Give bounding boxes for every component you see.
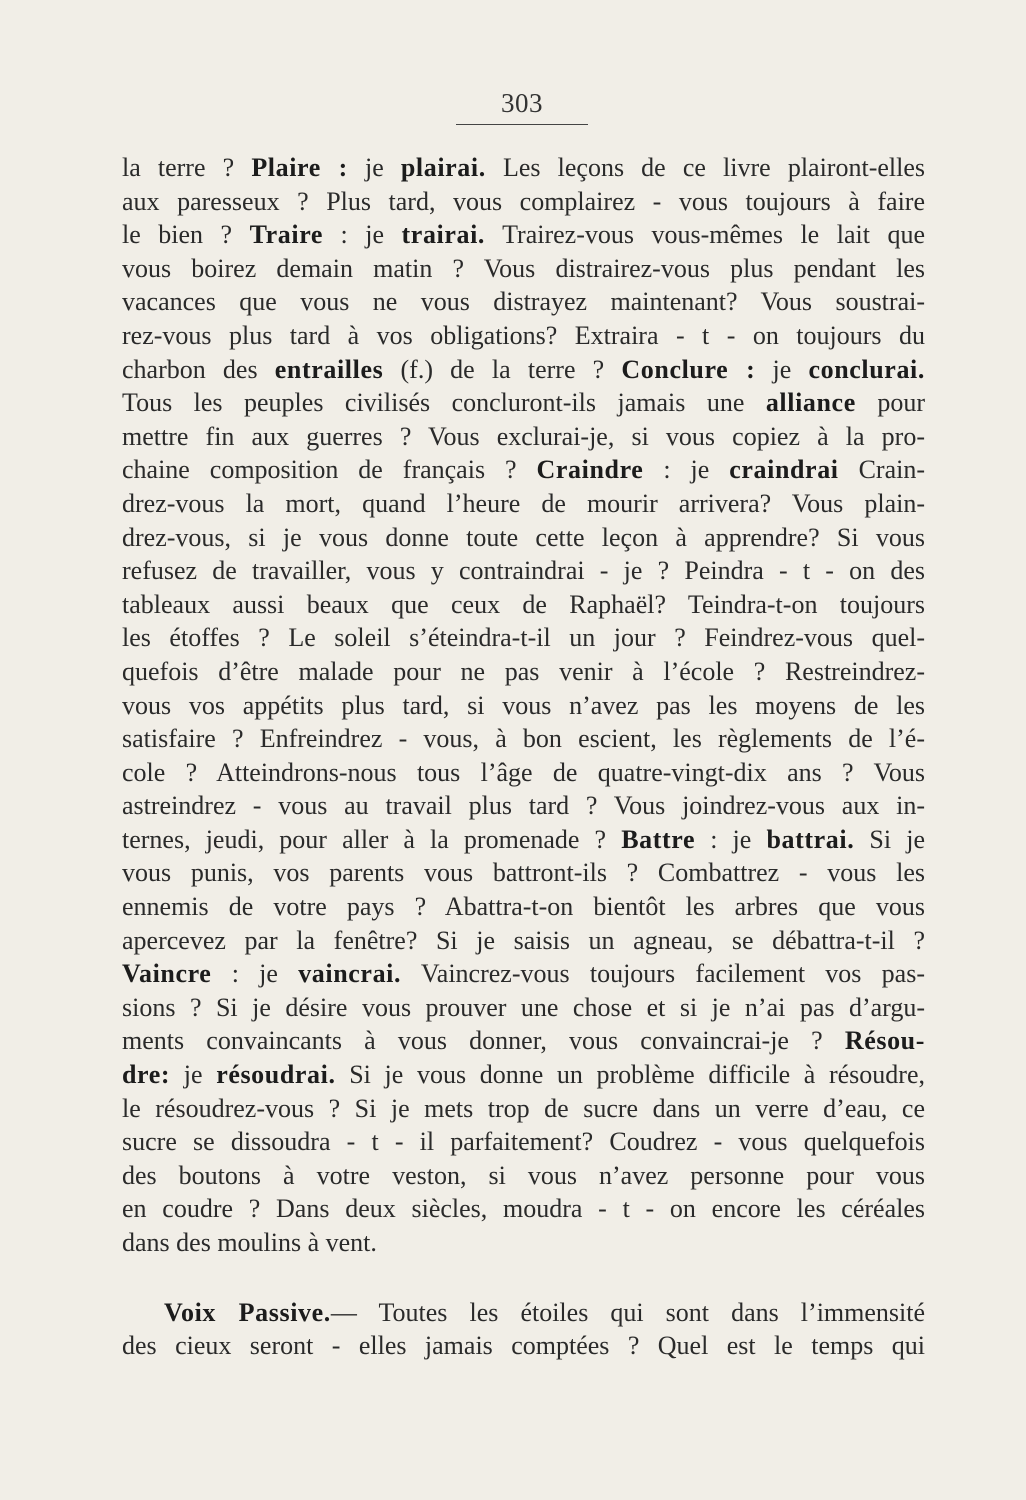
- text-line: [122, 789, 925, 823]
- text-run: je: [755, 354, 809, 384]
- text-run: satisfaire ? Enfreindrez - vous, à bon escient, les règlements de l’é-: [122, 724, 925, 754]
- bold-term: conclurai.: [808, 354, 925, 384]
- text-line: [122, 588, 925, 622]
- bold-term: Conclure :: [621, 354, 756, 384]
- text-line: [122, 722, 925, 756]
- text-run: vous boirez demain matin ? Vous distrairez-vous plus pendant les: [122, 253, 925, 283]
- bold-term: craindrai: [729, 455, 839, 485]
- text-run: — Toutes les étoiles qui sont dans l’immensité: [330, 1297, 926, 1327]
- bold-term: battrai.: [766, 824, 855, 854]
- text-run: Vaincrez-vous toujours facilement vos pas-: [401, 959, 925, 989]
- text-run: refusez de travailler, vous y contraindrai - je ? Peindra - t - on des: [122, 556, 925, 586]
- text-run: des boutons à votre veston, si vous n’avez personne pour vous: [122, 1160, 925, 1190]
- body-text: [122, 151, 925, 1363]
- text-run: pour: [855, 388, 925, 418]
- text-line: [122, 1329, 925, 1363]
- text-run: le résoudrez-vous ? Si je mets trop de sucre dans un verre d’eau, ce: [122, 1093, 925, 1123]
- text-run: la terre ?: [122, 153, 252, 182]
- page-number-rule: [456, 124, 588, 125]
- text-run: Les leçons de ce livre plairont-elles: [485, 153, 925, 182]
- bold-term: résoudrai.: [216, 1060, 336, 1090]
- paragraph-gap: [122, 1260, 925, 1296]
- bold-term: Traire: [249, 220, 324, 250]
- text-run: : je: [643, 455, 730, 485]
- text-line: [122, 386, 925, 420]
- text-run: Si je: [854, 824, 925, 854]
- text-line: [122, 1092, 925, 1126]
- text-run: quefois d’être malade pour ne pas venir à l’école ? Restreindrez-: [122, 656, 925, 686]
- text-run: en coudre ? Dans deux siècles, moudra - t - on encore les céréales: [122, 1194, 925, 1224]
- text-run: : je: [695, 824, 767, 854]
- text-run: aux paresseux ? Plus tard, vous complairez - vous toujours à faire: [122, 186, 925, 216]
- bold-term: Vaincre: [122, 959, 212, 989]
- text-run: Trairez-vous vous-mêmes le lait que: [485, 220, 925, 250]
- text-line: [122, 319, 925, 353]
- text-run: ennemis de votre pays ? Abattra-t-on bientôt les arbres que vous: [122, 892, 925, 922]
- text-run: drez-vous, si je vous donne toute cette leçon à apprendre? Si vous: [122, 522, 925, 552]
- text-line: [122, 420, 925, 454]
- text-line: [122, 689, 925, 723]
- text-run: les étoffes ? Le soleil s’éteindra-t-il un jour ? Feindrez-vous quel-: [122, 623, 925, 653]
- text-run: mettre fin aux guerres ? Vous exclurai-je, si vous copiez à la pro-: [122, 421, 925, 451]
- bold-term: entrailles: [274, 354, 384, 384]
- text-line: [122, 890, 925, 924]
- text-line: [122, 621, 925, 655]
- text-line: [122, 924, 925, 958]
- text-line: [122, 285, 925, 319]
- text-run: tableaux aussi beaux que ceux de Raphaël? Teindra-t-on toujours: [122, 589, 925, 619]
- text-run: drez-vous la mort, quand l’heure de mourir arrivera? Vous plain-: [122, 488, 925, 518]
- text-run: cole ? Atteindrons-nous tous l’âge de quatre-vingt-dix ans ? Vous: [122, 757, 925, 787]
- text-run: ternes, jeudi, pour aller à la promenade ?: [122, 824, 622, 854]
- text-run: le bien ?: [122, 220, 250, 250]
- text-run: vous vos appétits plus tard, si vous n’avez pas les moyens de les: [122, 690, 925, 720]
- text-line: [122, 554, 925, 588]
- text-line: [122, 151, 925, 185]
- paragraph-conjugation-questions: [122, 151, 925, 1260]
- text-line: [122, 487, 925, 521]
- text-line: [122, 521, 925, 555]
- bold-term: alliance: [765, 388, 856, 418]
- text-run: je: [170, 1060, 217, 1090]
- text-run: apercevez par la fenêtre? Si je saisis un agneau, se débattra-t-il ?: [122, 925, 925, 955]
- text-line: [122, 856, 925, 890]
- text-run: (f.) de la terre ?: [383, 354, 622, 384]
- bold-term: Plaire :: [251, 153, 348, 182]
- text-run: je: [347, 153, 401, 182]
- text-run: sions ? Si je désire vous prouver une chose et si je n’ai pas d’argu-: [122, 992, 925, 1022]
- bold-term: Résou-: [844, 1026, 925, 1056]
- text-run: dans des moulins à vent.: [122, 1228, 377, 1257]
- text-run: Tous les peuples civilisés concluront-ils jamais une: [122, 388, 766, 418]
- text-line: [122, 991, 925, 1025]
- text-line: [122, 1058, 925, 1092]
- bold-term: trairai.: [401, 220, 486, 250]
- text-run: : je: [211, 959, 299, 989]
- text-line: [122, 252, 925, 286]
- paragraph-voix-passive: [122, 1296, 925, 1363]
- text-run: Si je vous donne un problème difficile à résoudre,: [335, 1060, 925, 1090]
- text-line: [122, 185, 925, 219]
- text-line: [122, 1296, 925, 1330]
- text-run: vacances que vous ne vous distrayez maintenant? Vous soustrai-: [122, 287, 925, 317]
- bold-term: vaincrai.: [298, 959, 402, 989]
- text-line: [122, 1159, 925, 1193]
- bold-term: dre:: [122, 1060, 171, 1090]
- text-run: vous punis, vos parents vous battront-ils ? Combattrez - vous les: [122, 858, 925, 888]
- text-run: des cieux seront - elles jamais comptées ? Quel est le temps qui: [122, 1331, 925, 1361]
- text-line: [122, 1192, 925, 1226]
- text-run: Crain-: [838, 455, 925, 485]
- text-line: [122, 823, 925, 857]
- text-run: charbon des: [122, 354, 275, 384]
- page-number: 303: [501, 88, 543, 118]
- text-run: chaine composition de français ?: [122, 455, 537, 485]
- text-run: sucre se dissoudra - t - il parfaitement? Coudrez - vous quelquefois: [122, 1127, 925, 1157]
- text-line: [122, 655, 925, 689]
- text-run: astreindrez - vous au travail plus tard ? Vous joindrez-vous aux in-: [122, 791, 925, 821]
- text-line: [122, 353, 925, 387]
- bold-term: plairai.: [400, 153, 486, 182]
- bold-term: Battre: [621, 824, 696, 854]
- text-line: [122, 756, 925, 790]
- text-line: [122, 1024, 925, 1058]
- bold-term: Voix Passive.: [164, 1297, 331, 1327]
- text-run: ments convaincants à vous donner, vous convaincrai-je ?: [122, 1026, 845, 1056]
- text-line: [122, 1226, 925, 1260]
- text-run: : je: [323, 220, 402, 250]
- bold-term: Craindre: [536, 455, 644, 485]
- text-line: [122, 453, 925, 487]
- text-run: rez-vous plus tard à vos obligations? Extraira - t - on toujours du: [122, 320, 925, 350]
- text-line: [122, 957, 925, 991]
- text-line: [122, 218, 925, 252]
- text-line: [122, 1125, 925, 1159]
